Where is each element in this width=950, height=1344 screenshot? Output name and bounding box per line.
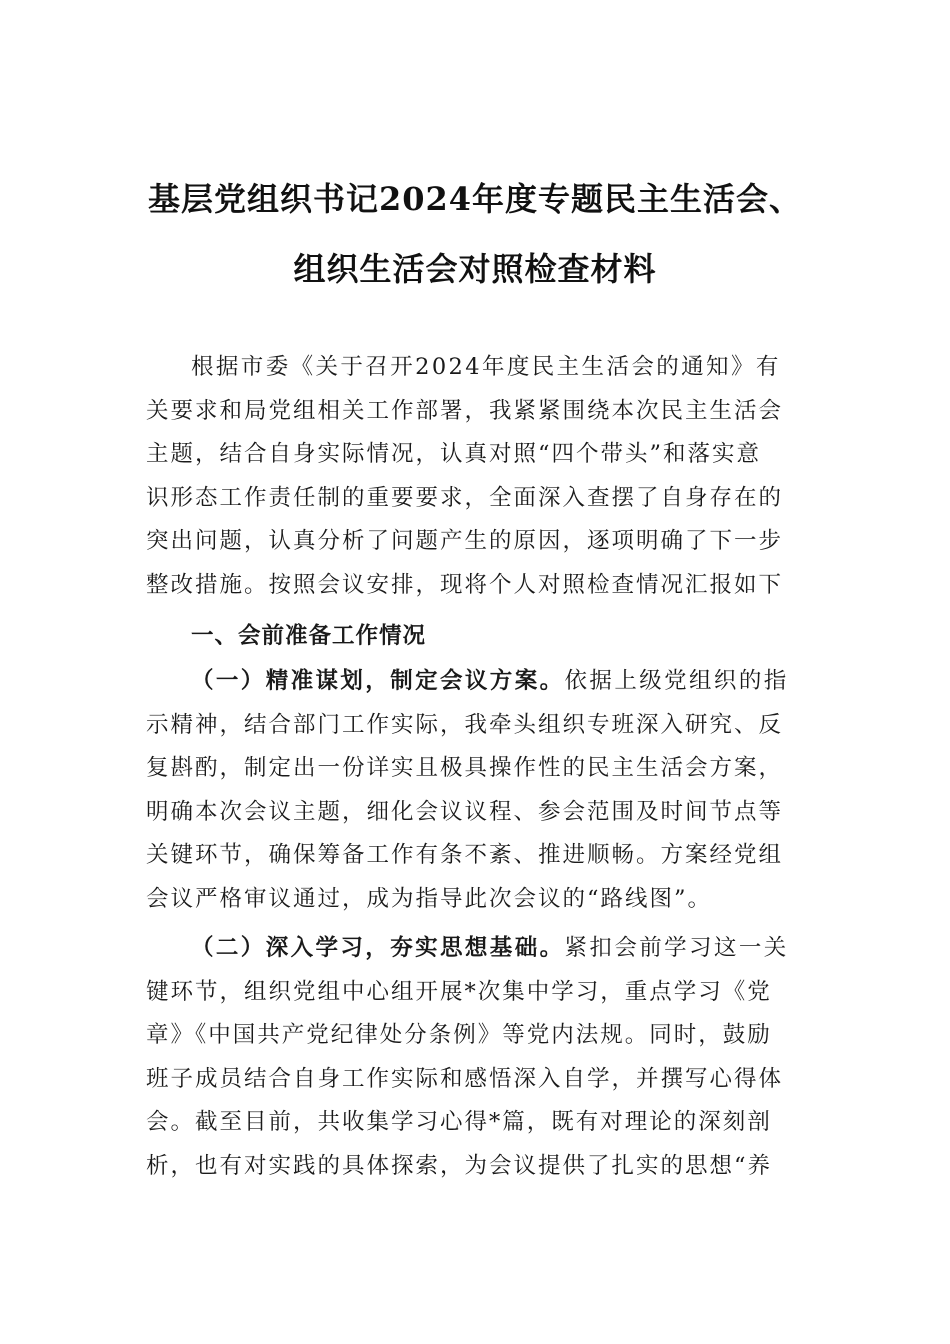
text-line: 班子成员结合自身工作实际和感悟深入自学，并撰写心得体 xyxy=(146,1065,784,1092)
text-line xyxy=(146,927,810,971)
text-line: 会议严格审议通过，成为指导此次会议的“路线图”。 xyxy=(146,885,713,912)
section-heading: 一、会前准备工作情况 xyxy=(191,623,427,649)
document-title-line-1: 基层党组织书记2024年度专题民主生活会、 xyxy=(147,180,803,218)
text-line: 突出问题，认真分析了问题产生的原因，逐项明确了下一步 xyxy=(146,528,784,554)
item-1-paragraph xyxy=(146,660,810,921)
text-line: 识形态工作责任制的重要要求，全面深入查摆了自身存在的 xyxy=(146,484,784,511)
item-1-line-1: 依据上级党组织的指 xyxy=(564,668,789,694)
text-line: 章》《中国共产党纪律处分条例》等党内法规。同时，鼓励 xyxy=(146,1022,772,1048)
section-1 xyxy=(146,615,810,659)
document-title-line-2: 组织生活会对照检查材料 xyxy=(293,250,657,288)
text-line: 关键环节，确保筹备工作有条不紊、推进顺畅。方案经党组 xyxy=(146,842,784,868)
text-line: 明确本次会议主题，细化会议议程、参会范围及时间节点等 xyxy=(146,798,784,825)
text-line: 复斟酌，制定出一份详实且极具操作性的民主生活会方案， xyxy=(146,755,784,781)
text-line: 整改措施。按照会议安排，现将个人对照检查情况汇报如下 xyxy=(146,571,784,598)
item-2-paragraph xyxy=(146,927,810,1188)
item-1-lead: （一）精准谋划，制定会议方案。 xyxy=(191,668,565,694)
text-line: 根据市委《关于召开2024年度民主生活会的通知》有 xyxy=(191,354,781,380)
item-2-line-1: 紧扣会前学习这一关 xyxy=(564,935,789,961)
intro-paragraph xyxy=(146,346,810,607)
item-2-lead: （二）深入学习，夯实思想基础。 xyxy=(191,935,565,961)
text-line xyxy=(146,660,810,704)
text-line: 示精神，结合部门工作实际，我牵头组织专班深入研究、反 xyxy=(146,711,784,738)
text-line: 关要求和局党组相关工作部署，我紧紧围绕本次民主生活会 xyxy=(146,397,784,424)
text-line: 会。截至目前，共收集学习心得*篇，既有对理论的深刻剖 xyxy=(146,1109,772,1135)
text-line: 主题，结合自身实际情况，认真对照“四个带头”和落实意 xyxy=(146,441,762,467)
text-line: 键环节，组织党组中心组开展*次集中学习，重点学习《党 xyxy=(146,978,772,1005)
text-line: 析，也有对实践的具体探索，为会议提供了扎实的思想“养 xyxy=(146,1152,773,1179)
